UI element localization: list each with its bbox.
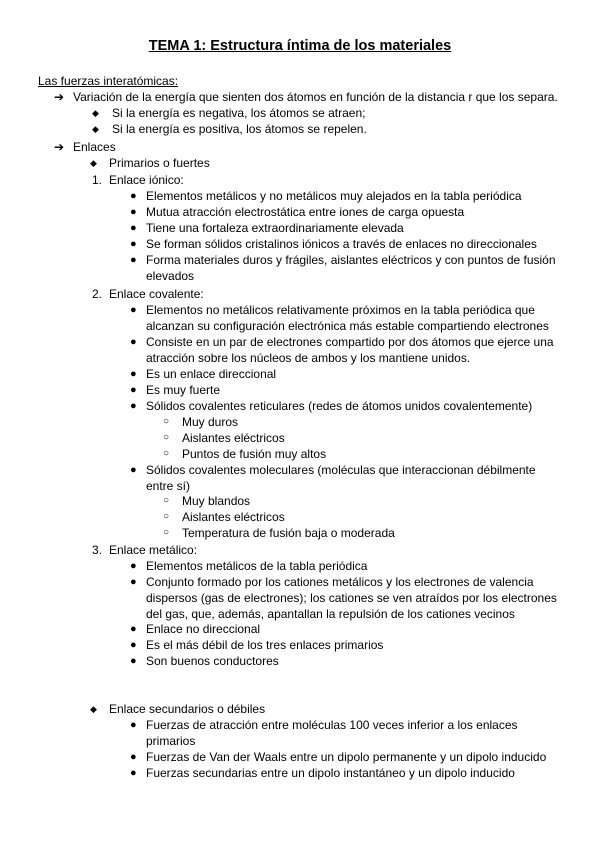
list-item: Se forman sólidos cristalinos iónicos a través de enlaces no direccionales: [146, 237, 537, 251]
dot-bullet-icon: ●: [130, 384, 137, 396]
dot-bullet-icon: ●: [130, 751, 137, 763]
dot-bullet-icon: ●: [130, 238, 137, 250]
list-item: Es el más débil de los tres enlaces primarios: [146, 638, 384, 652]
list-item: Consiste en un par de electrones compartido por dos átomos que ejerce una atracción sobre los núcleos de ambos y los mantiene unidos.: [146, 335, 554, 365]
list-item: Conjunto formado por los cationes metálicos y los electrones de valencia dispersos (gas de electrones); los cationes se ven atraídos por los electrones del gas, que, además, apantallan la repulsión de los cationes vecinos: [146, 575, 557, 621]
list-number: 1.: [92, 173, 103, 187]
dot-bullet-icon: ●: [130, 719, 137, 731]
list-item: Primarios o fuertes: [109, 156, 210, 170]
list-item: Fuerzas secundarias entre un dipolo instantáneo y un dipolo inducido: [146, 766, 515, 780]
list-item: Mutua atracción electrostática entre iones de carga opuesta: [146, 205, 465, 219]
list-item: Aislantes eléctricos: [182, 510, 285, 524]
circle-bullet-icon: ○: [163, 416, 170, 427]
dot-bullet-icon: ●: [130, 655, 137, 667]
list-number: 2.: [92, 287, 103, 301]
list-item: Si la energía es negativa, los átomos se atraen;: [112, 106, 366, 120]
list-item: Muy blandos: [182, 494, 251, 508]
dot-bullet-icon: ●: [130, 576, 137, 588]
list-item: Enlace secundarios o débiles: [109, 702, 266, 716]
circle-bullet-icon: ○: [163, 511, 170, 522]
circle-bullet-icon: ○: [163, 448, 170, 459]
section-heading-forces: Las fuerzas interatómicas:: [38, 74, 179, 88]
circle-bullet-icon: ○: [163, 495, 170, 506]
list-item: Es muy fuerte: [146, 383, 221, 397]
list-item: Es un enlace direccional: [146, 367, 277, 381]
list-item: Elementos metálicos y no metálicos muy alejados en la tabla periódica: [146, 189, 522, 203]
dot-bullet-icon: ●: [130, 623, 137, 635]
subsection-covalent: Enlace covalente:: [109, 287, 204, 301]
dot-bullet-icon: ●: [130, 190, 137, 202]
dot-bullet-icon: ●: [130, 464, 137, 476]
list-item: Elementos metálicos de la tabla periódica: [146, 559, 368, 573]
dot-bullet-icon: ●: [130, 304, 137, 316]
diamond-bullet-icon: ◆: [92, 124, 99, 134]
list-item: Elementos no metálicos relativamente próximos en la tabla periódica que alcanzan su configuración electrónica más estable compartiendo electrones: [146, 303, 549, 333]
page-title: TEMA 1: Estructura íntima de los materiales: [148, 38, 452, 54]
list-item: Son buenos conductores: [146, 654, 279, 668]
section-heading-bonds: Enlaces: [73, 140, 116, 154]
list-item: Muy duros: [182, 415, 239, 429]
diamond-bullet-icon: ◆: [90, 704, 97, 714]
list-item: Si la energía es positiva, los átomos se repelen.: [112, 122, 367, 136]
list-item: Sólidos covalentes reticulares (redes de átomos unidos covalentemente): [146, 399, 533, 413]
list-item: Enlace no direccional: [146, 622, 261, 636]
dot-bullet-icon: ●: [130, 368, 137, 380]
subsection-metallic: Enlace metálico:: [109, 543, 198, 557]
dot-bullet-icon: ●: [130, 560, 137, 572]
diamond-bullet-icon: ◆: [90, 158, 97, 168]
list-number: 3.: [92, 543, 103, 557]
list-item: Tiene una fortaleza extraordinariamente elevada: [146, 221, 404, 235]
arrow-bullet-icon: ➔: [54, 140, 65, 154]
list-item: Aislantes eléctricos: [182, 431, 285, 445]
dot-bullet-icon: ●: [130, 639, 137, 651]
diamond-bullet-icon: ◆: [92, 108, 99, 118]
circle-bullet-icon: ○: [163, 432, 170, 443]
list-item: Sólidos covalentes moleculares (moléculas que interaccionan débilmente entre sí): [146, 463, 536, 493]
list-item: Fuerzas de Van der Waals entre un dipolo permanente y un dipolo inducido: [146, 750, 547, 764]
dot-bullet-icon: ●: [130, 206, 137, 218]
list-item: Fuerzas de atracción entre moléculas 100 veces inferior a los enlaces primarios: [146, 718, 518, 748]
list-item: Temperatura de fusión baja o moderada: [182, 526, 395, 540]
circle-bullet-icon: ○: [163, 527, 170, 538]
list-item: Puntos de fusión muy altos: [182, 447, 327, 461]
dot-bullet-icon: ●: [130, 767, 137, 779]
dot-bullet-icon: ●: [130, 336, 137, 348]
list-item: Forma materiales duros y frágiles, aislantes eléctricos y con puntos de fusión elevados: [146, 253, 556, 283]
subsection-ionic: Enlace iónico:: [109, 173, 184, 187]
list-item: Variación de la energía que sienten dos átomos en función de la distancia r que los separa.: [73, 90, 558, 104]
arrow-bullet-icon: ➔: [54, 90, 65, 104]
dot-bullet-icon: ●: [130, 222, 137, 234]
dot-bullet-icon: ●: [130, 254, 137, 266]
dot-bullet-icon: ●: [130, 400, 137, 412]
